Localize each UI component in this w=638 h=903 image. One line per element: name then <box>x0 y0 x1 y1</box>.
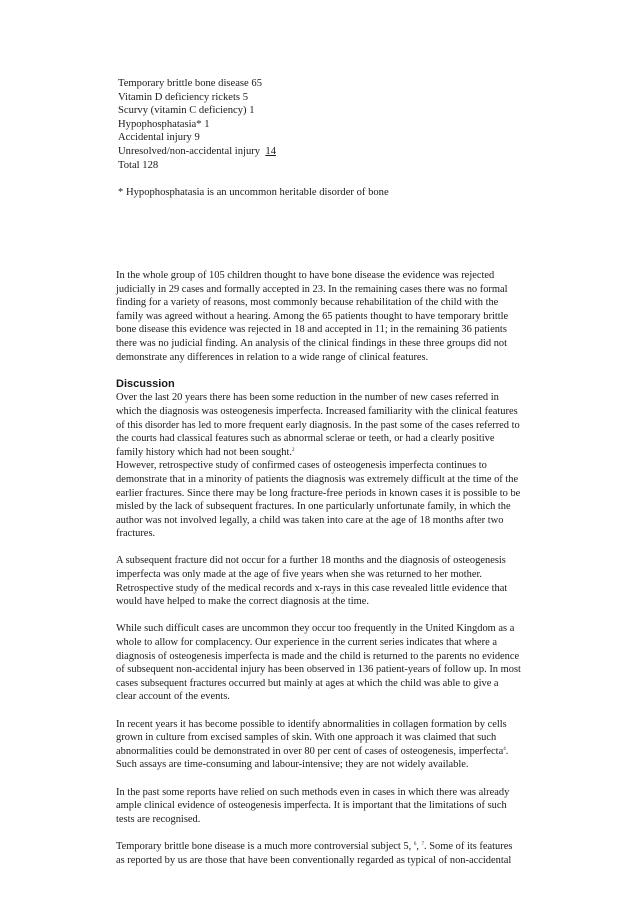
section-heading: Discussion <box>116 377 175 390</box>
citation-superscript: 4 <box>503 746 506 752</box>
row-value: 1 <box>204 118 210 130</box>
article-body <box>116 269 526 867</box>
paragraph: In the whole group of 105 children thought to have bone disease the evidence was rejected judicially in 29 cases and formally accepted in 23. In the remaining cases there was no formal finding for a variety of reasons, most commonly because rehabilitation of the child with the family was agreed without a hearing. Among the 65 patients thought to have temporary brittle bone disease this evidence was rejected in 18 and accepted in 11; in the remaining 36 patients there was no judicial finding. An analysis of the clinical findings in these three groups did not demonstrate any differences in relation to a wide range of clinical features. <box>116 270 509 363</box>
row-value: 9 <box>194 132 200 144</box>
row-label: Scurvy (vitamin C deficiency) <box>118 105 247 117</box>
row-label: Total <box>118 159 140 171</box>
paragraph: Temporary brittle bone disease is a much more controversial subject 5, $^6$, $^7$. Some of its features as reported by us are those that have been conventionally regarded as typical of non-accidental <box>116 840 513 866</box>
paragraph: Over the last 20 years there has been some reduction in the number of new cases referred in which the diagnosis was osteogenesis imperfecta. Increased familiarity with the clinical features of this disorder has led to more frequent early diagnosis. In the past some of the cases referred to the courts had classical features such as abnormal sclerae or teeth, or had a clearly positive family history which had not been sought.$^2$ <box>116 392 520 458</box>
row-value: 1 <box>249 105 255 117</box>
row-label: Vitamin D deficiency rickets <box>118 91 241 103</box>
citation-superscript: 2 <box>291 447 295 453</box>
row-label: Hypophosphatasia* <box>118 118 202 130</box>
table-footnote: * Hypophosphatasia is an uncommon heritable disorder of bone <box>118 186 389 198</box>
diagnosis-table <box>118 77 538 199</box>
row-label: Accidental injury <box>118 132 192 144</box>
paragraph: In the past some reports have relied on such methods even in cases in which there was already ample clinical evidence of osteogenesis imperfecta. It is important that the limitations of such tests are recognised. <box>116 786 510 825</box>
table-row <box>118 145 538 159</box>
table-row <box>118 104 538 118</box>
paragraph: A subsequent fracture did not occur for a further 18 months and the diagnosis of osteogenesis imperfecta was only made at the age of five years when she was returned to her mother. Retrospective study of the medical records and x-rays in this case revealed little evidence that would have helped to make the correct diagnosis at the time. <box>116 555 508 608</box>
row-value: 128 <box>142 159 159 171</box>
table-row <box>118 77 538 91</box>
table-row <box>118 118 538 132</box>
citation-superscript: 7 <box>421 841 425 847</box>
paragraph: In recent years it has become possible to identify abnormalities in collagen formation by cells grown in culture from excised samples of skin. With one approach it was claimed that such abnormalities could be demonstrated in over 80 per cent of cases of osteogenesis, imperfecta$^4$. Such assays are time-consuming and labour-intensive; they are not widely available. <box>116 718 509 771</box>
citation-superscript: 6 <box>413 841 417 847</box>
table-row <box>118 91 538 105</box>
paragraph: While such difficult cases are uncommon they occur too frequently in the United Kingdom as a whole to allow for complacency. Our experience in the current series indicates that where a diagnosis of osteogenesis imperfecta is made and the child is returned to the parents no evidence of subsequent non-accidental injury has been observed in 136 patient-years of follow up. In most cases subsequent fractures occurred but mainly at ages at which the child was able to give a clear account of the events. <box>116 623 521 703</box>
row-label: Unresolved/non-accidental injury <box>118 145 261 157</box>
row-label: Temporary brittle bone disease <box>118 78 249 89</box>
paragraph: However, retrospective study of confirmed cases of osteogenesis imperfecta continues to demonstrate that in a minority of patients the diagnosis was extremely difficult at the time of the earlier fractures. Since there may be long fracture-free periods in known cases it is possible to be misled by the lack of subsequent fractures. In one particularly unfortunate family, in which the author was not involved legally, a child was taken into care at the age of 18 months after two fractures. <box>116 460 521 540</box>
row-value: 14 <box>265 145 276 157</box>
table-row <box>118 131 538 145</box>
row-value: 65 <box>251 78 263 89</box>
table-row <box>118 159 538 173</box>
row-value: 5 <box>242 91 248 103</box>
